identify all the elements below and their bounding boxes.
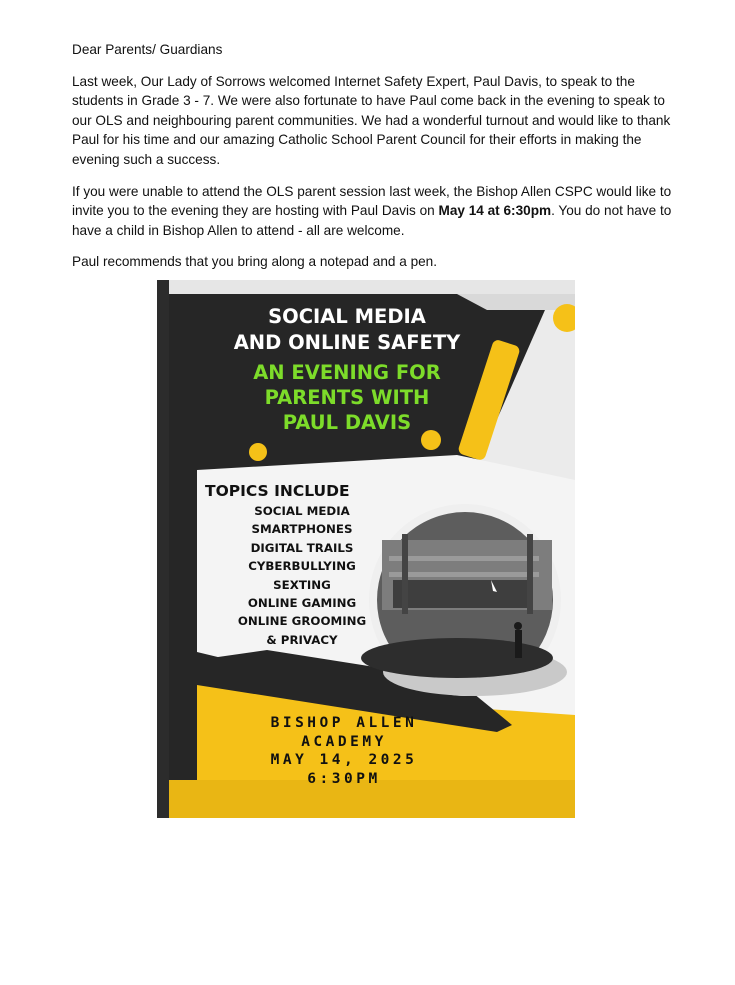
event-poster [157,280,575,818]
topic-item: SMARTPHONES [251,522,353,537]
poster-headline-line-2: AND ONLINE SAFETY [233,331,461,354]
poster-photo [157,280,575,818]
topic-item: ONLINE GROOMING [237,614,367,629]
event-venue-line-1: BISHOP ALLEN [270,715,418,731]
topic-item: CYBERBULLYING [248,559,356,574]
event-venue-line-2: ACADEMY [301,733,387,750]
topics-list [227,502,377,649]
paragraph-2-text-a: If you were unable to attend the OLS parent session last week, the Bishop Allen CSPC would like to invite you to the evening they are hosting with Paul Davis on [72,183,672,219]
topic-item: DIGITAL TRAILS [250,540,354,555]
event-date-emphasis: May 14 at 6:30pm [438,203,552,219]
poster-subhead-line-1: AN EVENING FOR [253,361,441,384]
letter-greeting: Dear Parents/ Guardians [72,42,223,57]
topic-item: SEXTING [273,577,331,592]
event-time: 6:30PM [307,770,381,787]
event-details [239,714,449,788]
poster-subhead-line-2: PARENTS WITH [264,386,430,409]
event-date: MAY 14, 2025 [270,752,418,768]
topic-item: & PRIVACY [266,632,338,647]
letter-paragraph-1: Last week, Our Lady of Sorrows welcomed Internet Safety Expert, Paul Davis, to speak to the students in Grade 3 - 7. We were also fortunate to have Paul come back in the evening to speak to our OLS and neighbouring parent communities. We had a wonderful turnout and would like to thank Paul for his time and our amazing Catholic School Parent Council for their efforts in making the evening such a success. [72,73,671,167]
poster-headline [217,304,477,356]
poster-subhead [217,360,477,435]
topics-heading: TOPICS INCLUDE [205,482,350,500]
letter-paragraph-2 [72,182,672,241]
letter-body [72,40,672,284]
letter-paragraph-3: Paul recommends that you bring along a notepad and a pen. [72,254,438,270]
paragraph-2-text-b: . You do not have to have a child in Bishop Allen to attend - all are welcome. [72,203,672,238]
poster-headline-line-1: SOCIAL MEDIA [268,305,426,328]
topic-item: ONLINE GAMING [247,596,357,611]
topic-item: SOCIAL MEDIA [254,504,350,518]
yellow-dot-icon-left [249,443,267,461]
poster-subhead-line-3: PAUL DAVIS [282,411,412,434]
